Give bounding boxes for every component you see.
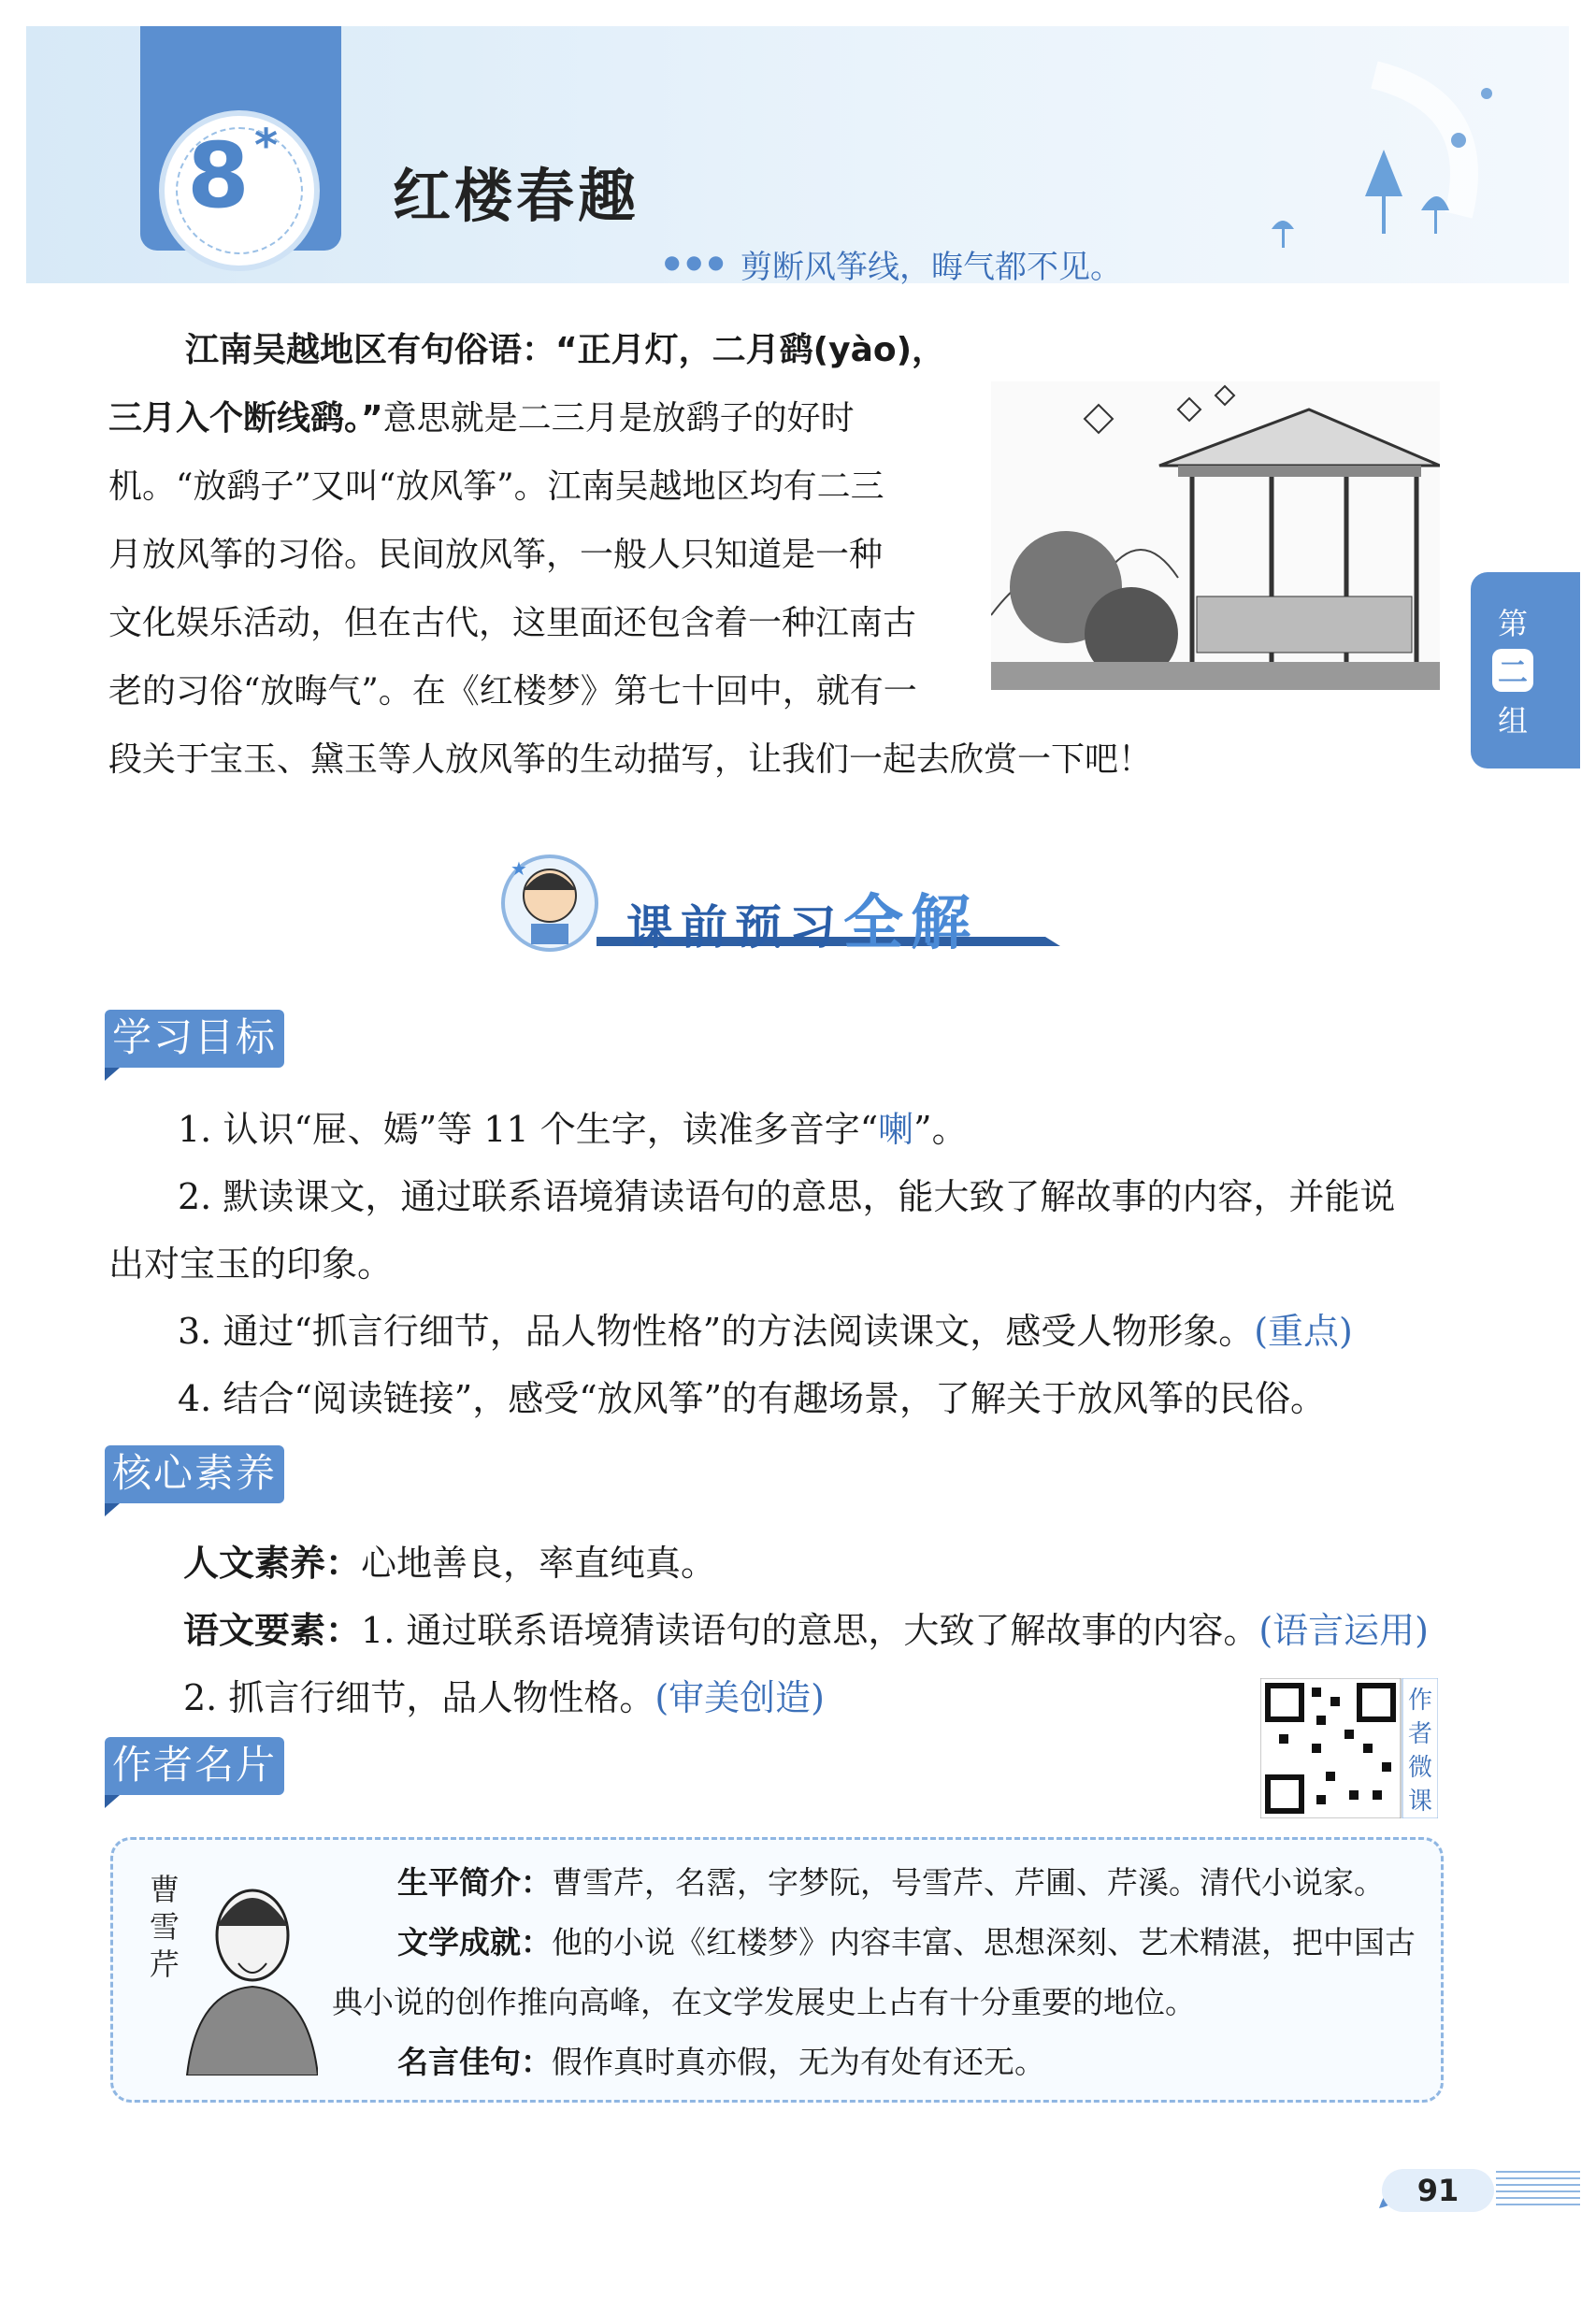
intro-line-3: 机。“放鹞子”又叫“放风筝”。江南吴越地区均有二三 — [108, 467, 884, 506]
lesson-number: 8 — [187, 123, 250, 228]
goal-3-text: 3. 通过“抓言行细节，品人物性格”的方法阅读课文，感受人物形象。 — [178, 1311, 1255, 1352]
literacy-row-1 — [183, 1541, 716, 1586]
author-quote — [397, 2042, 1045, 2083]
lesson-subtitle: 剪断风筝线，晦气都不见。 — [740, 249, 1122, 286]
goal-1-end: ”。 — [913, 1109, 968, 1150]
goal-1 — [178, 1107, 968, 1152]
intro-line-2 — [108, 384, 855, 452]
qr-label-1: 作 — [1407, 1687, 1433, 1715]
svg-text:★: ★ — [510, 857, 527, 880]
author-bio — [397, 1862, 1385, 1903]
literacy-row-3-tag: (审美创造) — [654, 1677, 825, 1718]
author-portrait — [150, 1860, 318, 2075]
portrait-name-2: 雪 — [150, 1909, 180, 1945]
unit-side-tab — [1471, 572, 1580, 768]
side-tab-number: 二 — [1492, 649, 1533, 692]
side-tab-bottom: 组 — [1497, 703, 1528, 739]
goal-3-tag: (重点) — [1254, 1311, 1353, 1352]
author-bio-label: 生平简介： — [397, 1864, 552, 1901]
goal-4: 4. 结合“阅读链接”，感受“放风筝”的有趣场景，了解关于放风筝的民俗。 — [178, 1378, 1327, 1419]
literacy-row-2-tag: (语言运用) — [1258, 1610, 1430, 1651]
intro-line-7: 段关于宝玉、黛玉等人放风筝的生动描写，让我们一起去欣赏一下吧！ — [108, 740, 1153, 779]
portrait-name-1: 曹 — [150, 1872, 180, 1907]
intro-line-2-rest: 意思就是二三月是放鹞子的好时 — [382, 399, 855, 438]
banner-title — [626, 875, 978, 961]
literacy-row-3-text: 2. 抓言行细节，品人物性格。 — [183, 1677, 655, 1718]
intro-line-1: 江南吴越地区有句俗语：“正月灯，二月鹞(yào)， — [185, 331, 946, 369]
side-tab-top: 第 — [1497, 606, 1528, 641]
banner-title-part1: 课前预习 — [626, 900, 843, 955]
author-achievement-label: 文学成就： — [397, 1924, 552, 1960]
banner-title-part2: 全解 — [843, 889, 978, 958]
author-achievement-text: 他的小说《红楼梦》内容丰富、思想深刻、艺术精湛，把中国古 — [552, 1924, 1416, 1960]
intro-line-4: 月放风筝的习俗。民间放风筝，一般人只知道是一种 — [108, 536, 884, 574]
goals-heading: 学习目标 — [105, 1010, 284, 1068]
page-number: 91 — [1382, 2169, 1494, 2212]
qr-label-4: 课 — [1407, 1788, 1433, 1816]
literacy-row-2 — [183, 1608, 1429, 1653]
portrait-name-3: 芹 — [150, 1946, 180, 1982]
goal-1-text: 1. 认识“屉、嫣”等 11 个生字，读准多音字“ — [178, 1109, 879, 1150]
lesson-title: 红楼春趣 — [393, 162, 640, 230]
page-number-lines — [1496, 2171, 1580, 2210]
intro-line-5: 文化娱乐活动，但在古代，这里面还包含着一种江南古 — [108, 604, 917, 642]
literacy-row-1-text: 心地善良，率直纯真。 — [361, 1543, 717, 1584]
goal-2-line-2: 出对宝玉的印象。 — [108, 1243, 394, 1285]
lesson-star: * — [254, 120, 279, 172]
dots-icon: ●●● — [664, 251, 730, 273]
author-heading: 作者名片 — [105, 1737, 284, 1795]
intro-line-2-bold: 三月入个断线鹞。” — [108, 399, 383, 438]
qr-label-2: 者 — [1407, 1720, 1433, 1748]
tree-decoration-icon — [1234, 56, 1515, 271]
qr-label-3: 微 — [1407, 1754, 1433, 1782]
author-quote-label: 名言佳句： — [397, 2044, 552, 2080]
author-quote-text: 假作真时真亦假，无为有处有还无。 — [552, 2044, 1045, 2080]
goal-3 — [178, 1309, 1353, 1354]
author-achievement-line-2: 典小说的创作推向高峰，在文学发展史上占有十分重要的地位。 — [332, 1984, 1196, 2020]
intro-line-6: 老的习俗“放晦气”。在《红楼梦》第七十回中，就有一 — [108, 672, 917, 711]
goal-2-line-1: 2. 默读课文，通过联系语境猜读语句的意思，能大致了解故事的内容，并能说 — [178, 1176, 1396, 1217]
pavilion-illustration — [991, 381, 1440, 690]
literacy-row-2-text: 1. 通过联系语境猜读语句的意思，大致了解故事的内容。 — [361, 1610, 1259, 1651]
literacy-row-2-label: 语文要素： — [183, 1610, 362, 1651]
goal-1-char: 喇 — [878, 1109, 914, 1150]
literacy-heading: 核心素养 — [105, 1445, 284, 1503]
author-bio-text: 曹雪芹，名霑，字梦阮，号雪芹、芹圃、芹溪。清代小说家。 — [552, 1864, 1385, 1901]
qr-code-icon[interactable] — [1260, 1678, 1438, 1818]
literacy-row-1-label: 人文素养： — [183, 1543, 362, 1584]
author-achievement-line-1 — [397, 1922, 1416, 1963]
literacy-row-3 — [183, 1675, 825, 1720]
